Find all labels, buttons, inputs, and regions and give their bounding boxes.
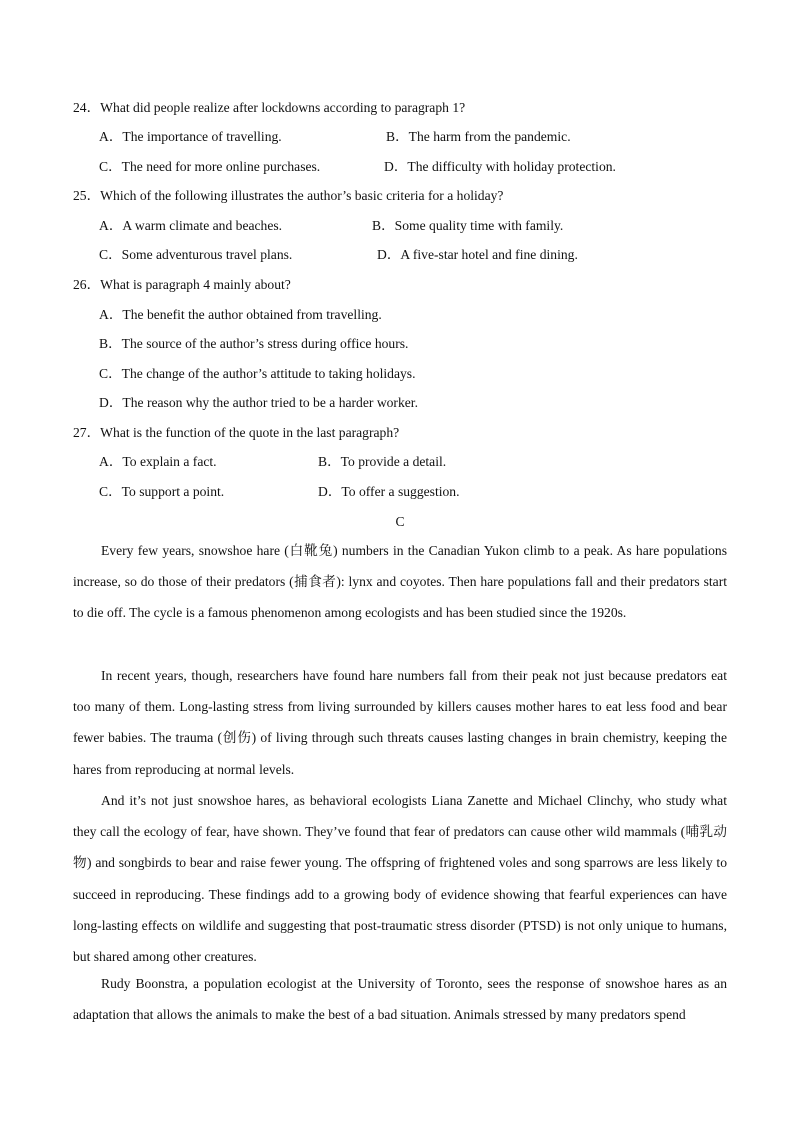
- question-25-option-a: A．A warm climate and beaches.: [99, 218, 283, 233]
- passage-paragraph-4: Rudy Boonstra, a population ecologist at the University of Toronto, sees the response of snowshoe hares as an adaptation that allows the animals to make the best of a bad situation. Animals stressed by many predators spend: [73, 976, 727, 1023]
- question-27-option-d: D．To offer a suggestion.: [318, 484, 460, 499]
- section-label: C: [395, 514, 405, 529]
- question-27-option-c: C．To support a point.: [99, 484, 225, 499]
- passage-paragraph-3: And it’s not just snowshoe hares, as behavioral ecologists Liana Zanette and Michael Clinchy, who study what they call the ecology of fear, have shown. They’ve found that fear of predators can cause other wild mammals (哺乳动物) and songbirds to bear and raise fewer young. The offspring of frightened voles and song sparrows are less likely to succeed in reproducing. These findings add to a growing body of evidence showing that fearful experiences can have long-lasting effects on wildlife and suggesting that post-traumatic stress disorder (PTSD) is not only unique to humans, but shared among other creatures.: [73, 793, 727, 965]
- question-26-option-c: C．The change of the author’s attitude to taking holidays.: [99, 366, 416, 381]
- question-27-stem: 27．What is the function of the quote in the last paragraph?: [73, 425, 400, 440]
- question-25-option-b: B．Some quality time with family.: [372, 218, 564, 233]
- question-26-stem: 26．What is paragraph 4 mainly about?: [73, 277, 291, 292]
- question-24-option-d: D．The difficulty with holiday protection.: [384, 159, 616, 174]
- question-24-option-b: B．The harm from the pandemic.: [386, 129, 571, 144]
- passage-paragraph-1: Every few years, snowshoe hare (白靴兔) numbers in the Canadian Yukon climb to a peak. As hare populations increase, so do those of their predators (捕食者): lynx and coyotes. Then hare populations fall and their predators start to die off. The cycle is a famous phenomenon among ecologists and has been studied since the 1920s.: [73, 543, 727, 621]
- question-26-option-b: B．The source of the author’s stress during office hours.: [99, 336, 409, 351]
- question-26-option-d: D．The reason why the author tried to be a harder worker.: [99, 395, 418, 410]
- question-25-option-d: D．A five-star hotel and fine dining.: [377, 247, 578, 262]
- question-25-option-c: C．Some adventurous travel plans.: [99, 247, 293, 262]
- question-26-option-a: A．The benefit the author obtained from travelling.: [99, 307, 382, 322]
- question-24-option-a: A．The importance of travelling.: [99, 129, 282, 144]
- passage-paragraph-2: In recent years, though, researchers have found hare numbers fall from their peak not just because predators eat too many of them. Long-lasting stress from living surrounded by killers causes mother hares to eat less food and bear fewer babies. The trauma (创伤) of living through such threats causes lasting changes in brain chemistry, keeping the hares from reproducing at normal levels.: [73, 668, 727, 777]
- question-24-stem: 24．What did people realize after lockdowns according to paragraph 1?: [73, 100, 466, 115]
- question-24-option-c: C．The need for more online purchases.: [99, 159, 321, 174]
- question-27-option-a: A．To explain a fact.: [99, 454, 217, 469]
- question-27-option-b: B．To provide a detail.: [318, 454, 447, 469]
- question-25-stem: 25．Which of the following illustrates the author’s basic criteria for a holiday?: [73, 188, 504, 203]
